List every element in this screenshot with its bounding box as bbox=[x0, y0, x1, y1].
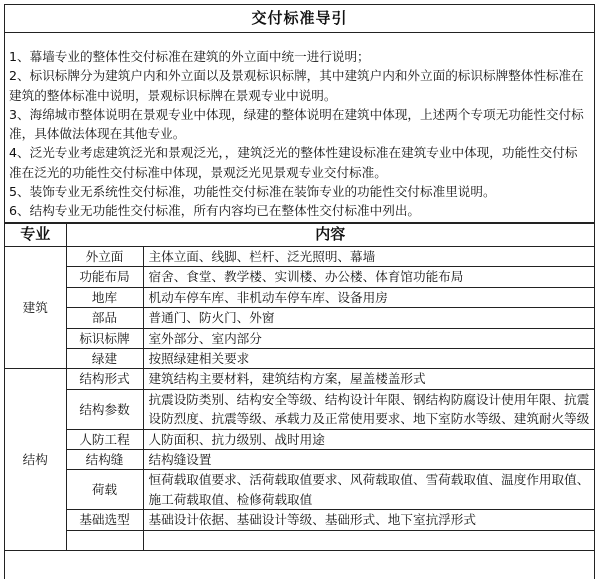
item-content: 室外部分、室内部分 bbox=[143, 328, 594, 348]
item-content: 机动车停车库、非机动车停车库、设备用房 bbox=[143, 287, 594, 307]
table-row bbox=[5, 450, 594, 470]
standards-document bbox=[4, 4, 595, 579]
item-label: 外立面 bbox=[66, 247, 143, 267]
item-label: 荷载 bbox=[66, 470, 143, 510]
standards-table bbox=[5, 223, 594, 551]
item-content bbox=[143, 530, 594, 550]
item-label bbox=[66, 530, 143, 550]
item-content: 宿舍、食堂、教学楼、实训楼、办公楼、体育馆功能布局 bbox=[143, 267, 594, 287]
table-row bbox=[5, 470, 594, 510]
table-row bbox=[5, 287, 594, 307]
item-content: 恒荷载取值要求、活荷载取值要求、风荷载取值、雪荷载取值、温度作用取值、施工荷载取值、检修荷载取值 bbox=[143, 470, 594, 510]
table-row bbox=[5, 429, 594, 449]
category-structure: 结构 bbox=[5, 369, 66, 550]
item-content: 结构缝设置 bbox=[143, 450, 594, 470]
item-label: 绿建 bbox=[66, 349, 143, 369]
header-content: 内容 bbox=[66, 224, 594, 247]
item-label: 标识标牌 bbox=[66, 328, 143, 348]
table-row bbox=[5, 530, 594, 550]
table-row bbox=[5, 369, 594, 389]
item-content: 建筑结构主要材料，建筑结构方案，屋盖楼盖形式 bbox=[143, 369, 594, 389]
category-architecture: 建筑 bbox=[5, 247, 66, 369]
item-content: 基础设计依据、基础设计等级、基础形式、地下室抗浮形式 bbox=[143, 510, 594, 530]
intro-note: 6、结构专业无功能性交付标准，所有内容均已在整体性交付标准中列出。 bbox=[9, 203, 421, 219]
table-row bbox=[5, 389, 594, 429]
item-label: 地库 bbox=[66, 287, 143, 307]
item-content: 抗震设防类别、结构安全等级、结构设计年限、钢结构防腐设计使用年限、抗震设防烈度、抗震等级、承载力及正常使用要求、地下室防水等级、建筑耐火等级 bbox=[143, 389, 594, 429]
item-content: 人防面积、抗力级别、战时用途 bbox=[143, 429, 594, 449]
item-label: 结构形式 bbox=[66, 369, 143, 389]
table-row bbox=[5, 267, 594, 287]
item-label: 结构缝 bbox=[66, 450, 143, 470]
item-content: 主体立面、线脚、栏杆、泛光照明、幕墙 bbox=[143, 247, 594, 267]
item-content: 按照绿建相关要求 bbox=[143, 349, 594, 369]
intro-note: 2、标识标牌分为建筑户内和外立面以及景观标识标牌，其中建筑户内和外立面的标识标牌整体性标准在建筑的整体标准中说明，景观标识标牌在景观专业中说明。 bbox=[9, 68, 584, 103]
table-row bbox=[5, 328, 594, 348]
intro-note: 3、海绵城市整体说明在景观专业中体现，绿建的整体说明在建筑中体现，上述两个专项无功能性交付标准，具体做法体现在其他专业。 bbox=[9, 106, 584, 142]
document-title: 交付标准导引 bbox=[5, 5, 594, 33]
item-content: 普通门、防火门、外窗 bbox=[143, 308, 594, 328]
table-header-row bbox=[5, 224, 594, 247]
table-row bbox=[5, 247, 594, 267]
header-discipline: 专业 bbox=[5, 224, 66, 247]
intro-note: 5、装饰专业无系统性交付标准，功能性交付标准在装饰专业的功能性交付标准里说明。 bbox=[9, 184, 496, 200]
item-label: 功能布局 bbox=[66, 267, 143, 287]
intro-note: 4、泛光专业考虑建筑泛光和景观泛光，，建筑泛光的整体性建设标准在建筑专业中体现，功能性交付标准在泛光的功能性交付标准中体现，景观泛光见景观专业交付标准。 bbox=[9, 145, 578, 180]
table-row bbox=[5, 308, 594, 328]
item-label: 结构参数 bbox=[66, 389, 143, 429]
item-label: 人防工程 bbox=[66, 429, 143, 449]
table-row bbox=[5, 349, 594, 369]
item-label: 基础选型 bbox=[66, 510, 143, 530]
intro-note: 1、幕墙专业的整体性交付标准在建筑的外立面中统一进行说明； bbox=[9, 49, 370, 64]
item-label: 部品 bbox=[66, 308, 143, 328]
table-row bbox=[5, 510, 594, 530]
intro-notes bbox=[5, 33, 594, 223]
